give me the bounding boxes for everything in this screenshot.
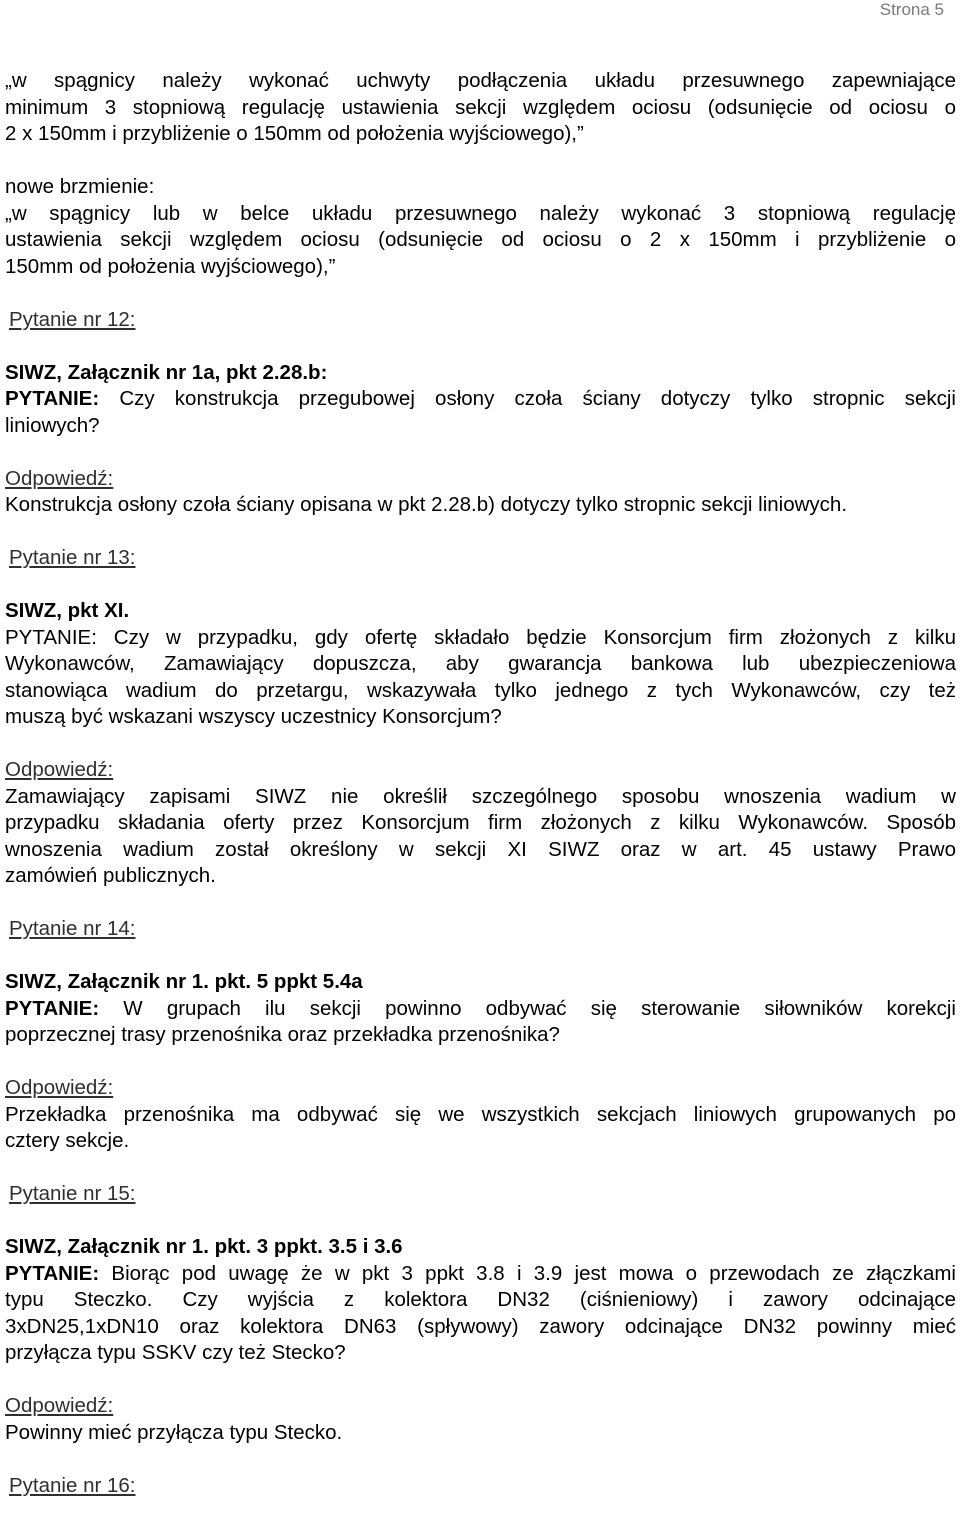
- answer-label: Odpowiedź:: [5, 1076, 114, 1099]
- answer-line: zamówień publicznych.: [5, 864, 216, 887]
- answer-line: Przekładka przenośnika ma odbywać się we wszystkich sekcjach liniowych grupowanych po: [5, 1102, 956, 1126]
- answer-text: [5, 1102, 956, 1155]
- answer-line: Powinny mieć przyłącza typu Stecko.: [5, 1420, 343, 1444]
- question-line: muszą być wskazani wszyscy uczestnicy Konsorcjum?: [5, 705, 502, 728]
- answer-line: wnoszenia wadium został określony w sekcji XI SIWZ oraz w art. 45 ustawy Prawo: [5, 837, 956, 861]
- question-line: przyłącza typu SSKV czy też Stecko?: [5, 1341, 346, 1364]
- question-heading: Pytanie nr 16:: [9, 1473, 136, 1497]
- text-line: ustawienia sekcji względem ociosu (odsunięcie od ociosu o 2 x 150mm i przybliżenie o: [5, 228, 956, 251]
- text-line: 2 x 150mm i przybliżenie o 150mm od położenia wyjściowego),”: [5, 122, 584, 145]
- answer-label: Odpowiedź:: [5, 1394, 114, 1417]
- question-line: stanowiąca wadium do przetargu, wskazywała tylko jednego z tych Wykonawców, czy też: [5, 678, 956, 702]
- new-wording-intro: nowe brzmienie:: [5, 175, 155, 198]
- question-text: W grupach ilu sekcji powinno odbywać się sterowanie siłowników korekcji: [99, 996, 956, 1020]
- question-label: PYTANIE:: [5, 387, 100, 410]
- answer-text: [5, 784, 956, 890]
- question-line: [5, 386, 956, 413]
- question-line: [5, 1261, 956, 1288]
- spec-reference: SIWZ, Załącznik nr 1a, pkt 2.28.b:: [5, 360, 328, 384]
- answer-label: Odpowiedź:: [5, 758, 114, 781]
- question-line: [5, 625, 956, 652]
- answer-line: przypadku składania oferty przez Konsorcjum firm złożonych z kilku Wykonawców. Sposób: [5, 811, 956, 834]
- answer-label: Odpowiedź:: [5, 466, 114, 490]
- spec-reference: SIWZ, Załącznik nr 1. pkt. 5 ppkt 5.4a: [5, 970, 363, 993]
- question-line: Wykonawców, Zamawiający dopuszcza, aby gwarancja bankowa lub ubezpieczeniowa: [5, 652, 956, 675]
- quoted-old-text: [5, 68, 956, 148]
- question-section: [5, 360, 956, 440]
- spec-reference: SIWZ, pkt XI.: [5, 599, 130, 622]
- question-heading: Pytanie nr 15:: [9, 1182, 136, 1205]
- text-line: 150mm od położenia wyjściowego),”: [5, 254, 336, 278]
- document-body: [5, 68, 956, 1499]
- text-line: „w spągnicy należy wykonać uchwyty podłączenia układu przesuwnego zapewniające: [5, 69, 956, 92]
- answer-text: [5, 492, 956, 519]
- question-text: Biorąc pod uwagę że w pkt 3 ppkt 3.8 i 3.9 jest mowa o przewodach ze złączkami: [99, 1261, 956, 1285]
- question-label: PYTANIE:: [5, 1261, 100, 1285]
- question-text: Czy w przypadku, gdy ofertę składało będzie Konsorcjum firm złożonych z kilku: [96, 625, 956, 649]
- text-line: „w spągnicy lub w belce układu przesuwnego należy wykonać 3 stopniową regulację: [5, 201, 956, 225]
- question-line: [5, 996, 956, 1023]
- question-heading: Pytanie nr 13:: [9, 546, 136, 569]
- question-section: [5, 1234, 956, 1367]
- question-heading: Pytanie nr 12:: [9, 307, 136, 331]
- question-section: [5, 969, 956, 1049]
- page-number: Strona 5: [879, 0, 944, 19]
- answer-text: [5, 1420, 956, 1447]
- answer-line: Konstrukcja osłony czoła ściany opisana w pkt 2.28.b) dotyczy tylko stropnic sekcji liniowych.: [5, 493, 848, 516]
- question-line: poprzecznej trasy przenośnika oraz przekładka przenośnika?: [5, 1023, 560, 1046]
- text-line: minimum 3 stopniową regulację ustawienia sekcji względem ociosu (odsunięcie od ociosu o: [5, 95, 956, 119]
- answer-line: Zamawiający zapisami SIWZ nie określił szczególnego sposobu wnoszenia wadium w: [5, 784, 956, 808]
- question-heading: Pytanie nr 14:: [9, 917, 136, 940]
- question-text: Czy konstrukcja przegubowej osłony czoła ściany dotyczy tylko stropnic sekcji: [99, 387, 956, 410]
- question-label: PYTANIE:: [5, 625, 97, 649]
- question-section: [5, 598, 956, 731]
- answer-line: cztery sekcje.: [5, 1129, 130, 1152]
- question-line: typu Steczko. Czy wyjścia z kolektora DN32 (ciśnieniowy) i zawory odcinające: [5, 1288, 956, 1311]
- question-label: PYTANIE:: [5, 996, 100, 1020]
- question-line: 3xDN25,1xDN10 oraz kolektora DN63 (spływowy) zawory odcinające DN32 powinny mieć: [5, 1314, 956, 1338]
- new-wording: [5, 174, 956, 280]
- question-line: liniowych?: [5, 413, 100, 437]
- spec-reference: SIWZ, Załącznik nr 1. pkt. 3 ppkt. 3.5 i 3.6: [5, 1235, 403, 1258]
